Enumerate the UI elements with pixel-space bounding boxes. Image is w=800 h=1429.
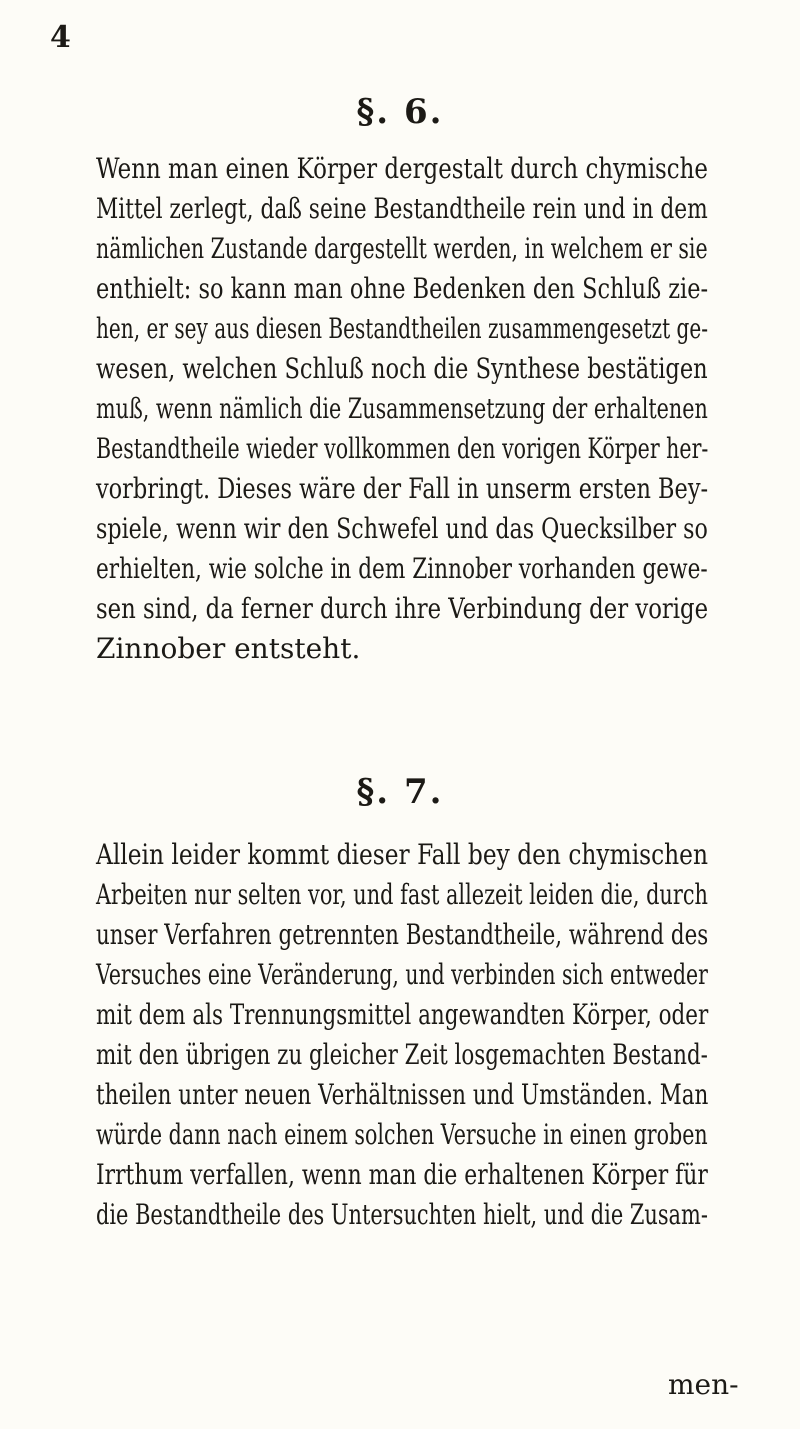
text-line: Arbeiten nur selten vor, und fast allezeit leiden die, durch bbox=[96, 878, 708, 911]
text-line: Zinnober entsteht. bbox=[96, 632, 361, 665]
text-line: sen sind, da ferner durch ihre Verbindung der vorige bbox=[96, 592, 709, 625]
text-line: spiele, wenn wir den Schwefel und das Quecksilber so bbox=[96, 512, 708, 545]
text-line: mit dem als Trennungsmittel angewandten Körper, oder bbox=[96, 998, 709, 1031]
catchword: men- bbox=[668, 1368, 739, 1401]
section-heading: §. 6. bbox=[356, 92, 444, 132]
text-line: Allein leider kommt dieser Fall bey den chymischen bbox=[96, 838, 708, 871]
text-line: erhielten, wie solche in dem Zinnober vorhanden gewe- bbox=[96, 552, 708, 585]
text-line: theilen unter neuen Verhältnissen und Umständen. Man bbox=[96, 1078, 709, 1111]
section-heading: §. 7. bbox=[356, 772, 444, 812]
text-line: Irrthum verfallen, wenn man die erhaltenen Körper für bbox=[96, 1158, 708, 1191]
text-line: wesen, welchen Schluß noch die Synthese bestätigen bbox=[96, 352, 708, 385]
text-line: Mittel zerlegt, daß seine Bestandtheile rein und in dem bbox=[96, 192, 708, 225]
text-line: vorbringt. Dieses wäre der Fall in unserm ersten Bey- bbox=[96, 472, 709, 505]
page-number: 4 bbox=[50, 20, 71, 55]
text-line: Versuches eine Veränderung, und verbinden sich entweder bbox=[96, 958, 708, 991]
text-line: muß, wenn nämlich die Zusammensetzung der erhaltenen bbox=[96, 392, 708, 425]
text-line: hen, er sey aus diesen Bestandtheilen zusammengesetzt ge- bbox=[96, 312, 709, 345]
text-line: mit den übrigen zu gleicher Zeit losgemachten Bestand- bbox=[96, 1038, 708, 1071]
text-line: würde dann nach einem solchen Versuche in einen groben bbox=[96, 1118, 708, 1151]
text-line: nämlichen Zustande dargestellt werden, in welchem er sie bbox=[96, 232, 708, 265]
text-line: Bestandtheile wieder vollkommen den vorigen Körper her- bbox=[96, 432, 709, 465]
text-line: Wenn man einen Körper dergestalt durch chymische bbox=[96, 152, 708, 185]
text-line: unser Verfahren getrennten Bestandtheile, während des bbox=[96, 918, 709, 951]
text-line: die Bestandtheile des Untersuchten hielt, und die Zusam- bbox=[96, 1198, 708, 1231]
text-line: enthielt: so kann man ohne Bedenken den Schluß zie- bbox=[96, 272, 709, 305]
